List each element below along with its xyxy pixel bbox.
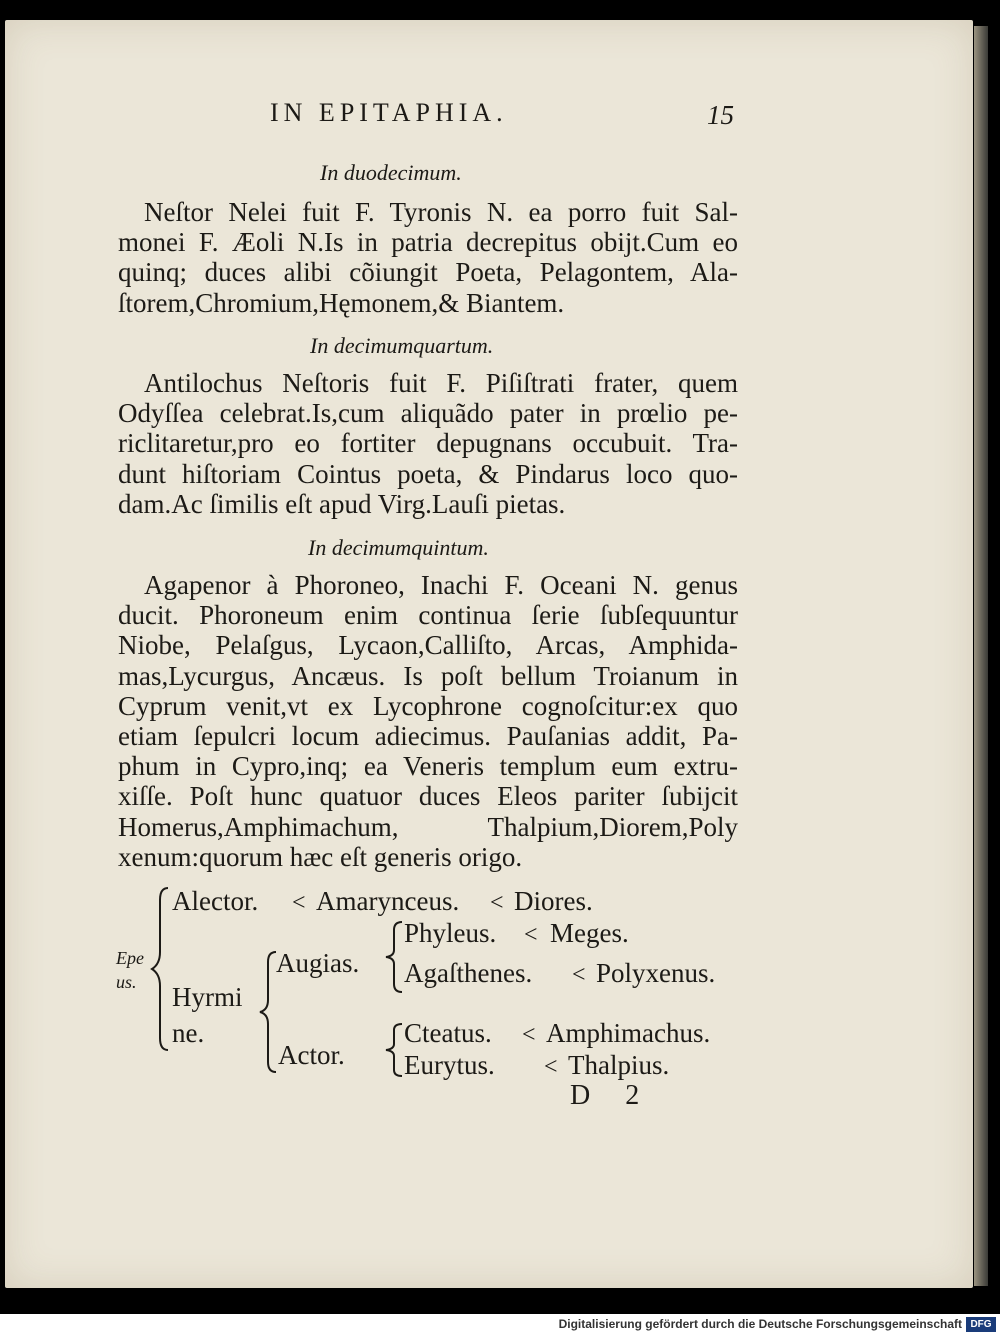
genealogy-eurytus: Eurytus. (404, 1050, 495, 1080)
text-line: Agapenor à Phoroneo, Inachi F. Oceani N. genus (144, 570, 738, 600)
text-line: Cyprum venit,vt ex Lycophrone cognoſcitur:ex quo (118, 690, 738, 721)
genealogy-brace (384, 920, 404, 994)
genealogy-alector: Alector. (172, 886, 259, 916)
genealogy-augias: Augias. (276, 948, 360, 978)
text-line: xenum:quorum hæc eſt generis origo. (118, 841, 523, 872)
footer-bar (0, 1314, 1000, 1336)
descends-mark: < (292, 890, 306, 916)
text-line: Neſtor Nelei fuit F. Tyronis N. ea porro fuit Sal- (144, 197, 738, 227)
text-line: riclitaretur,pro eo fortiter depugnans occubuit. Tra- (118, 428, 738, 459)
descends-mark: < (572, 962, 586, 988)
genealogy-phyleus: Phyleus. (404, 918, 497, 948)
paragraph (118, 197, 738, 318)
text-line: Antilochus Neſtoris fuit F. Piſiſtrati frater, quem (144, 368, 738, 398)
genealogy-brace (384, 1022, 404, 1078)
genealogy-actor: Actor. (278, 1040, 345, 1070)
text-line: Odyſſea celebrat.Is,cum aliquãdo pater in prœlio pe- (118, 398, 738, 429)
text-line: xiſſe. Poſt hunc quatuor duces Eleos pariter ſubijcit (118, 781, 738, 812)
page-number: 15 (707, 100, 734, 130)
text-line: quinq; duces alibi cõiungit Poeta, Pelagontem, Ala- (118, 257, 738, 288)
text-line: mas,Lycurgus, Ancæus. Is poſt bellum Troianum in (118, 660, 738, 691)
genealogy-polyxenus: Polyxenus. (596, 958, 716, 988)
descends-mark: < (522, 1022, 536, 1048)
text-line: etiam ſepulcri locum adiecimus. Pauſanias addit, Pa- (118, 721, 738, 752)
genealogy-brace (150, 886, 170, 1052)
text-line: ſtorem,Chromium,Hęmonem,& Biantem. (118, 287, 565, 318)
genealogy-amphimachus: Amphimachus. (546, 1018, 711, 1048)
text-line: Homerus,Amphimachum, Thalpium,Diorem,Poly (118, 811, 738, 842)
genealogy-hyrmine-line1: Hyrmi (172, 982, 243, 1012)
genealogy-root-line2: us. (116, 972, 137, 992)
descends-mark: < (544, 1054, 558, 1080)
running-title: IN EPITAPHIA. (270, 98, 508, 127)
text-line: dunt hiſtoriam Cointus poeta, & Pindarus loco quo- (118, 458, 738, 489)
section-heading: In duodecimum. (320, 160, 462, 185)
descends-mark: < (490, 890, 504, 916)
paragraph (118, 570, 738, 872)
section-heading: In decimumquartum. (310, 333, 494, 358)
signature-mark: D 2 (570, 1080, 654, 1111)
section-heading: In decimumquintum. (308, 535, 489, 560)
genealogy-cteatus: Cteatus. (404, 1018, 492, 1048)
text-line: ducit. Phoroneum enim continua ſerie ſubſequuntur (118, 600, 738, 631)
genealogy-hyrmine-line2: ne. (172, 1018, 205, 1048)
genealogy-agasthenes: Agaſthenes. (404, 958, 533, 988)
text-line: Niobe, Pelaſgus, Lycaon,Calliſto, Arcas, Amphida- (118, 630, 738, 661)
text-line: monei F. Æoli N.Is in patria decrepitus obijt.Cum eo (118, 227, 738, 258)
genealogy-diores: Diores. (514, 886, 593, 916)
text-line: phum in Cypro,inq; ea Veneris templum eum extru- (118, 751, 738, 782)
text-line: dam.Ac ſimilis eſt apud Virg.Lauſi pietas. (118, 488, 566, 519)
genealogy-thalpius: Thalpius. (568, 1050, 670, 1080)
genealogy-meges: Meges. (550, 918, 629, 948)
page-edge (974, 26, 988, 1286)
genealogy-amarynceus: Amarynceus. (316, 886, 460, 916)
genealogy-brace (258, 950, 278, 1074)
paragraph (118, 368, 738, 519)
footer-credit: Digitalisierung gefördert durch die Deutsche Forschungsgemeinschaft (558, 1317, 962, 1331)
dfg-logo: DFG (966, 1317, 996, 1332)
descends-mark: < (524, 922, 538, 948)
genealogy-root-line1: Epe (116, 948, 144, 968)
